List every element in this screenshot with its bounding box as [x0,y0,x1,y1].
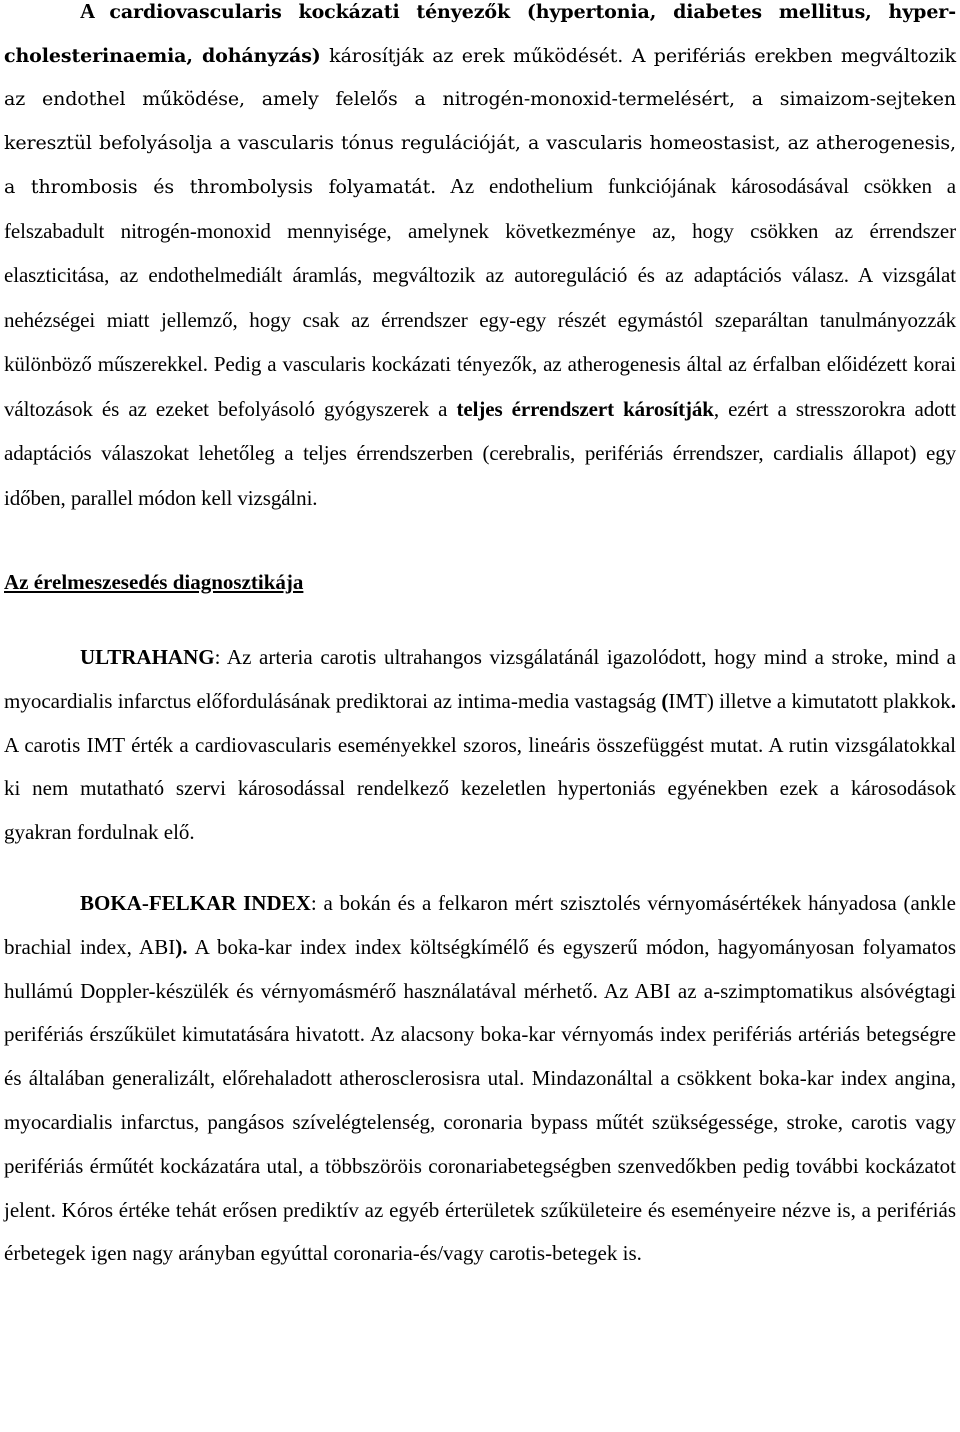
document-page [4,0,956,1276]
ultrahang-label: ULTRAHANG [80,645,215,669]
ultrahang-bold-b: . [950,688,956,713]
intro-text-b: Az endothelium funkciójának károsodásával csökken a felszabadult nitrogén-monoxid mennyisége, amelynek következménye az, hogy csökken az érrendszer elaszticitása, az endothelmediált áramlás, megváltozik az autoreguláció és az adaptációs válasz. A vizsgálat nehézségei miatt jellemző, hogy csak az érrendszer egy-egy részét egymástól szeparáltan tanulmányozzák különböző műszerekkel. Pedig a vascularis kockázati tényezők, az atherogenesis által az érfalban előidézett korai változások és az ezeket befolyásoló gyógyszerek a [4,174,956,421]
intro-bold-risk-factors: cardiovascularis kockázati tényezők (hypertonia, diabetes mellitus, hyper-cholesterinaemia, dohányzás) [4,1,957,67]
ultrahang-paragraph [4,636,956,855]
ultrahang-text-b: IMT) illetve a kimutatott plakkok [668,688,951,713]
intro-bold-a: A [80,0,110,23]
boka-text-a: : a bokán és a felkaron mért szisztolés vérnyomásértékek hányadosa (ankle brachial index, ABI [4,890,956,959]
intro-bold-whole-vascular: teljes érrendszert károsítják [456,396,714,421]
intro-paragraph [4,0,956,521]
ultrahang-bold-a: ( [661,688,669,713]
boka-text-b: A boka-kar index index költségkímélő és egyszerű módon, hagyományosan folyamatos hullámú Doppler-készülék és vérnyomásmérő használatával mérhető. Az ABI az a-szimptomatikus alsóvégtagi perifériás érszűkület kimutatására hivatott. Az alacsony boka-kar vérnyomás index perifériás artériás betegségre és általában generalizált, előrehaladott atherosclerosisra utal. Mindazonáltal a csökkent boka-kar index angina, myocardialis infarctus, pangásos szívelégtelenség, coronaria bypass műtét szükségessége, stroke, carotis vagy perifériás érműtét kockázatára utal, a többszöröis coronariabetegségben szenvedőkben pedig további kockázatot jelent. Kóros értéke tehát erősen prediktív az egyéb érterületek szűkületeire és eseményeire nézve is, a perifériás érbetegek igen nagy arányban egyúttal coronaria-és/vagy carotis-betegek is. [4,934,956,1266]
boka-paragraph [4,882,956,1276]
intro-text-c: , ezért a stresszorokra adott adaptációs válaszokat lehetőleg a teljes érrendszerben (cerebralis, perifériás érrendszer, cardialis állapot) egy időben, parallel módon kell vizsgálni. [4,396,956,510]
intro-text-a: károsítják az erek működését. A perifériás erekben megváltozik az endothel működése, amely felelős a nitrogén-monoxid-termelésért, a simaizom-sejteken keresztül befolyásolja a vascularis tónus regulációját, a vascularis homeostasist, az atherogenesis, a thrombosis és thrombolysis folyamatát. [4,44,956,198]
ultrahang-text-a: : Az arteria carotis ultrahangos vizsgálatánál igazolódott, hogy mind a stroke, mind a myocardialis infarctus előfordulásának prediktorai az intima-media vastagság [4,645,956,713]
boka-label: BOKA-FELKAR INDEX [80,890,311,915]
ultrahang-text-c: A carotis IMT érték a cardiovascularis eseményekkel szoros, lineáris összefüggést mutat. A rutin vizsgálatokkal ki nem mutatható szervi károsodással rendelkező kezeletlen hypertoniás egyénekben ezek a károsodások gyakran fordulnak elő. [4,732,956,845]
section-heading: Az érelmeszesedés diagnosztikája [4,570,304,594]
boka-bold-a: ). [175,934,188,959]
